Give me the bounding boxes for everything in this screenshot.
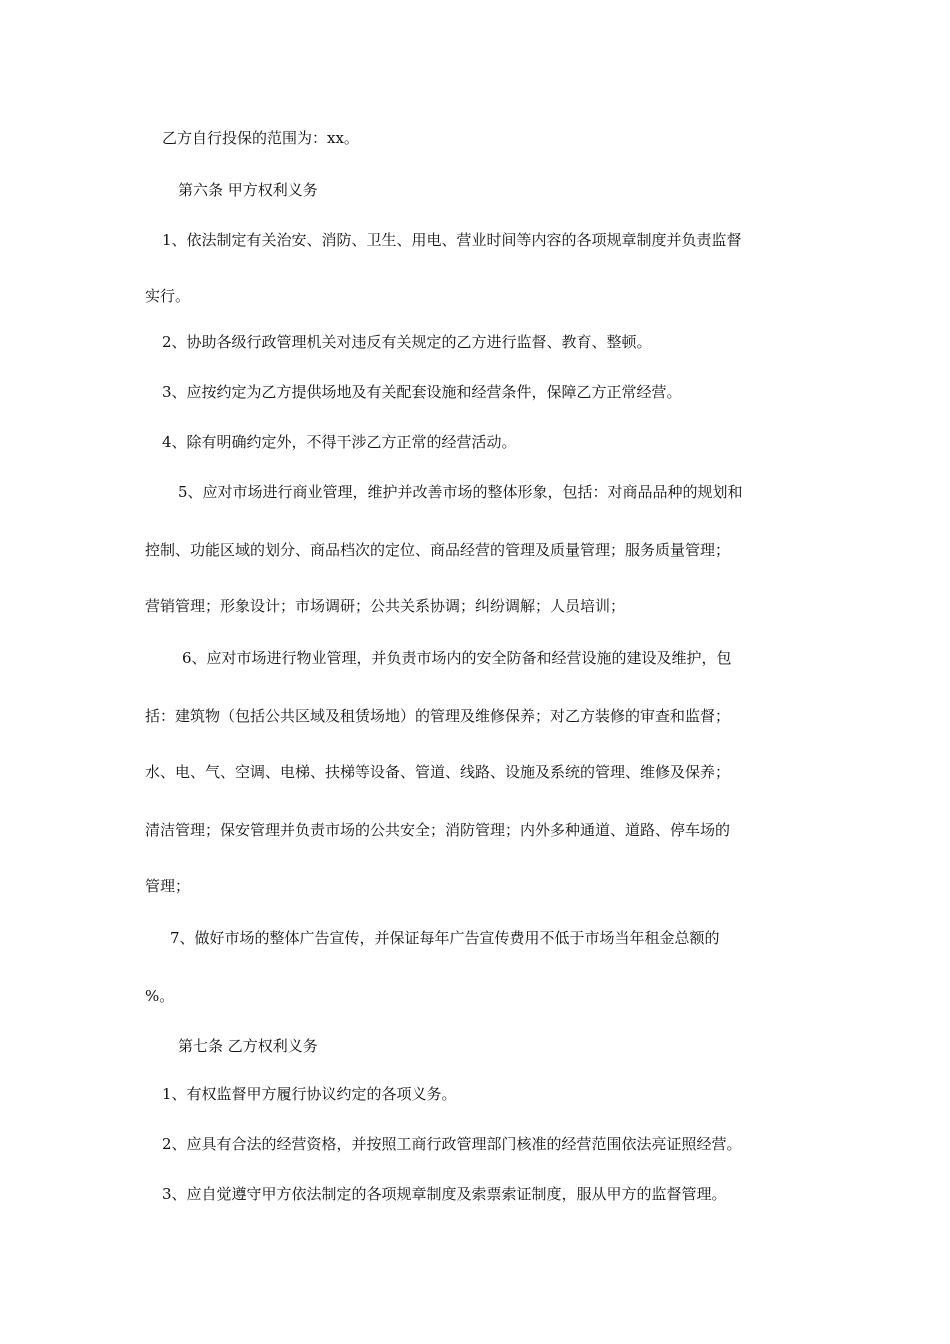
article-six-item-6-line-5: 管理； <box>145 877 191 895</box>
article-six-item-5-line-3: 营销管理；形象设计；市场调研；公共关系协调；纠纷调解；人员培训； <box>145 597 626 615</box>
article-seven-item-2: 2、应具有合法的经营资格，并按照工商行政管理部门核准的经营范围依法亮证照经营。 <box>162 1135 742 1153</box>
article-seven-item-3: 3、应自觉遵守甲方依法制定的各项规章制度及索票索证制度，服从甲方的监督管理。 <box>162 1185 727 1203</box>
article-six-item-5-line-2: 控制、功能区域的划分、商品档次的定位、商品经营的管理及质量管理；服务质量管理； <box>145 541 731 559</box>
insurance-scope-line: 乙方自行投保的范围为：xx。 <box>162 129 359 147</box>
article-seven-item-1: 1、有权监督甲方履行协议约定的各项义务。 <box>162 1085 457 1103</box>
article-six-item-1-line-1: 1、依法制定有关治安、消防、卫生、用电、营业时间等内容的各项规章制度并负责监督 <box>162 231 742 249</box>
article-six-item-4: 4、除有明确约定外，不得干涉乙方正常的经营活动。 <box>162 433 517 451</box>
article-six-item-6-line-4: 清洁管理；保安管理并负责市场的公共安全；消防管理；内外多种通道、道路、停车场的 <box>145 821 731 839</box>
article-six-heading: 第六条 甲方权利义务 <box>178 181 318 199</box>
article-six-item-6-line-2: 括：建筑物（包括公共区域及租赁场地）的管理及维修保养；对乙方装修的审查和监督； <box>145 707 731 725</box>
article-six-item-6-line-3: 水、电、气、空调、电梯、扶梯等设备、管道、线路、设施及系统的管理、维修及保养； <box>145 763 731 781</box>
article-six-item-3: 3、应按约定为乙方提供场地及有关配套设施和经营条件，保障乙方正常经营。 <box>162 383 682 401</box>
article-seven-heading: 第七条 乙方权利义务 <box>178 1037 318 1055</box>
article-six-item-6-line-1: 6、应对市场进行物业管理，并负责市场内的安全防备和经营设施的建设及维护，包 <box>182 649 732 667</box>
article-six-item-7-line-1: 7、做好市场的整体广告宣传，并保证每年广告宣传费用不低于市场当年租金总额的 <box>170 929 720 947</box>
article-six-item-7-line-2: %。 <box>145 987 175 1005</box>
article-six-item-5-line-1: 5、应对市场进行商业管理，维护并改善市场的整体形象，包括：对商品品种的规划和 <box>178 483 743 501</box>
article-six-item-2: 2、协助各级行政管理机关对违反有关规定的乙方进行监督、教育、整顿。 <box>162 333 652 351</box>
article-six-item-1-line-2: 实行。 <box>145 287 191 305</box>
